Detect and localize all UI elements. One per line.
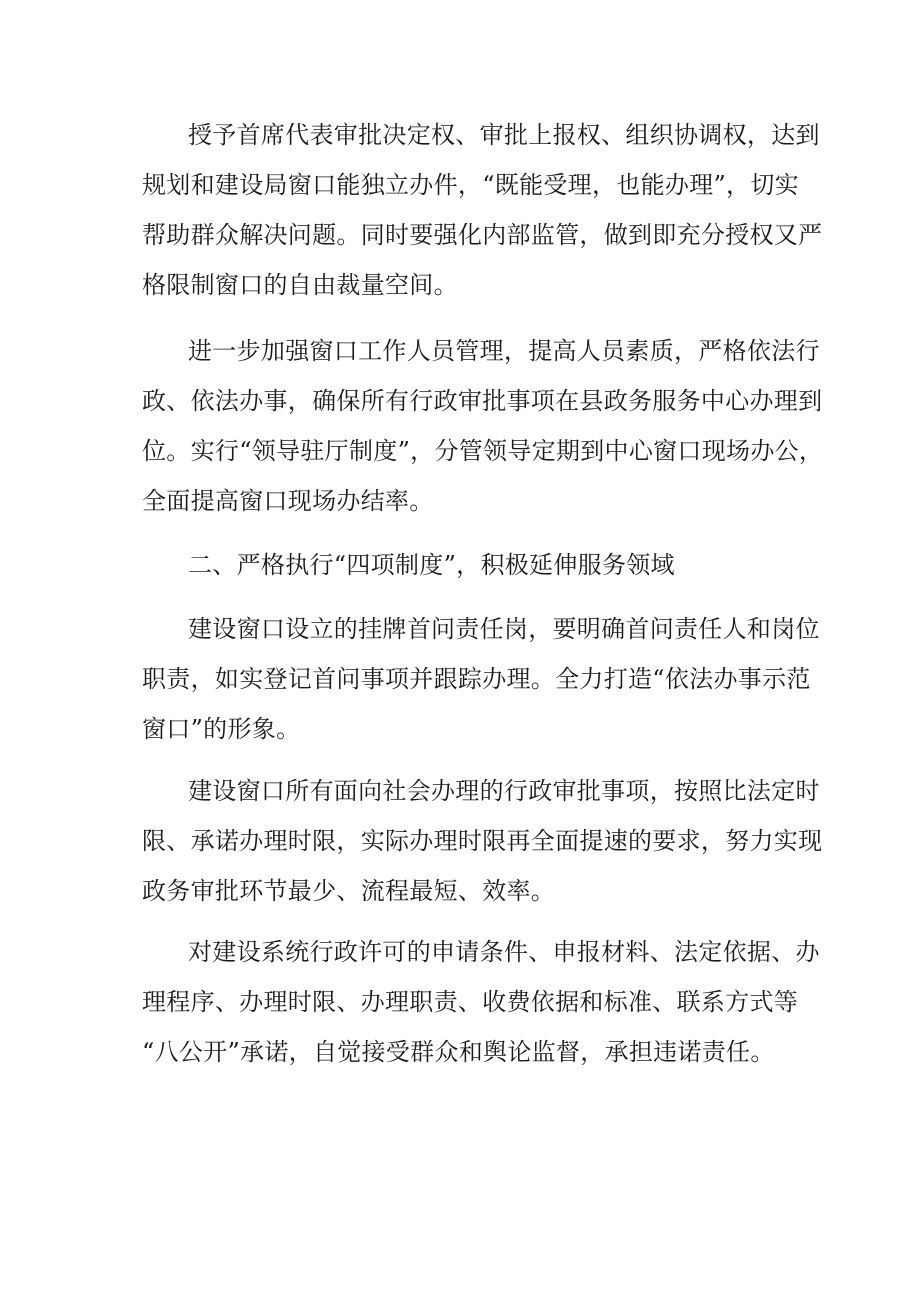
- text-line: 进一步加强窗口工作人员管理，提高人员素质，严格依法行: [188, 337, 820, 365]
- text-line: 格限制窗口的自由裁量空间。: [142, 271, 458, 299]
- text-line: 授予首席代表审批决定权、审批上报权、组织协调权，达到: [188, 121, 820, 149]
- text-line: 窗口”的形象。: [142, 715, 301, 743]
- text-line: 职责，如实登记首问事项并跟踪办理。全力打造“依法办事示范: [142, 665, 811, 693]
- text-line: 二、严格执行“四项制度”，积极延伸服务领域: [188, 551, 675, 579]
- text-line: 建设窗口设立的挂牌首问责任岗，要明确首问责任人和岗位: [188, 615, 820, 643]
- text-line: 政务审批环节最少、流程最短、效率。: [142, 877, 556, 905]
- text-line: 规划和建设局窗口能独立办件，“既能受理，也能办理”，切实: [142, 171, 799, 199]
- text-line: 对建设系统行政许可的申请条件、申报材料、法定依据、办: [188, 938, 820, 966]
- text-line: 帮助群众解决问题。同时要强化内部监管，做到即充分授权又严: [142, 221, 823, 249]
- text-line: 建设窗口所有面向社会办理的行政审批事项，按照比法定时: [188, 777, 820, 805]
- text-line: 全面提高窗口现场办结率。: [142, 487, 434, 515]
- text-line: 理程序、办理时限、办理职责、收费依据和标准、联系方式等: [142, 988, 799, 1016]
- text-line: “八公开”承诺，自觉接受群众和舆论监督，承担违诺责任。: [142, 1038, 775, 1066]
- text-line: 位。实行“领导驻厅制度”，分管领导定期到中心窗口现场办公，: [142, 437, 824, 465]
- text-line: 政、依法办事，确保所有行政审批事项在县政务服务中心办理到: [142, 387, 823, 415]
- text-line: 限、承诺办理时限，实际办理时限再全面提速的要求，努力实现: [142, 827, 823, 855]
